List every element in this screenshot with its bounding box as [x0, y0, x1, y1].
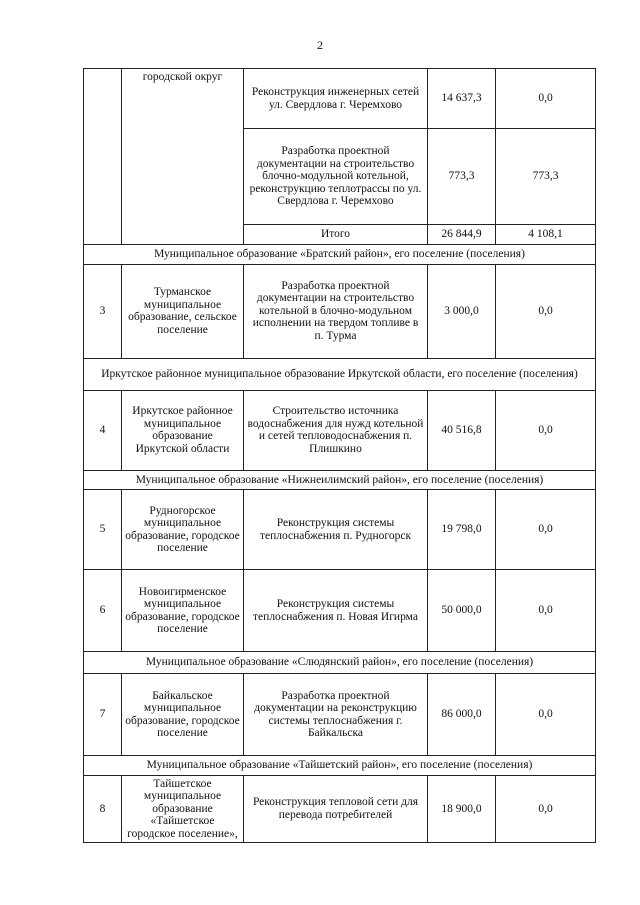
row-number-cell: 7 — [84, 674, 122, 756]
project-cell: Разработка проектной документации на строительство котельной в блочно-модульном исполнении на твердом топливе в п. Турма — [244, 264, 428, 358]
amount-cell: 50 000,0 — [428, 570, 496, 652]
section-header: Муниципальное образование «Слюдянский район», его поселение (поселения) — [84, 652, 596, 674]
project-cell: Реконструкция тепловой сети для перевода потребителей — [244, 775, 428, 843]
table-row — [84, 570, 596, 652]
section-header: Муниципальное образование «Братский район», его поселение (поселения) — [84, 245, 596, 265]
section-header-row — [84, 245, 596, 265]
table-row — [84, 674, 596, 756]
amount2-cell: 0,0 — [496, 390, 596, 470]
amount2-cell: 0,0 — [496, 775, 596, 843]
row-number-cell: 3 — [84, 264, 122, 358]
municipality-cell: Рудногорское муниципальное образование, городское поселение — [122, 490, 244, 570]
total-amount: 26 844,9 — [428, 225, 496, 245]
row-number-cell: 4 — [84, 390, 122, 470]
table-row — [84, 69, 596, 129]
project-cell: Реконструкция системы теплоснабжения п. Рудногорск — [244, 490, 428, 570]
amount-cell: 19 798,0 — [428, 490, 496, 570]
section-header: Муниципальное образование «Тайшетский район», его поселение (поселения) — [84, 756, 596, 776]
municipality-cell: Байкальское муниципальное образование, городское поселение — [122, 674, 244, 756]
page-number: 2 — [317, 38, 323, 52]
amount2-cell: 0,0 — [496, 570, 596, 652]
total-amount2: 4 108,1 — [496, 225, 596, 245]
table-row — [84, 490, 596, 570]
total-label: Итого — [244, 225, 428, 245]
row-number-cell: 6 — [84, 570, 122, 652]
amount-cell: 773,3 — [428, 129, 496, 225]
section-header-row — [84, 470, 596, 490]
section-header: Иркутское районное муниципальное образование Иркутской области, его поселение (поселения) — [84, 358, 596, 390]
section-header-row — [84, 652, 596, 674]
row-number-cell — [84, 69, 122, 245]
amount2-cell: 0,0 — [496, 69, 596, 129]
amount2-cell: 0,0 — [496, 264, 596, 358]
amount-cell: 14 637,3 — [428, 69, 496, 129]
table-row — [84, 264, 596, 358]
municipality-cell: Тайшетское муниципальное образование «Тайшетское городское поселение», — [122, 775, 244, 843]
municipality-cell: городской округ — [122, 69, 244, 245]
municipality-cell: Новоигирменское муниципальное образование, городское поселение — [122, 570, 244, 652]
project-cell: Разработка проектной документации на реконструкцию системы теплоснабжения г. Байкальска — [244, 674, 428, 756]
amount-cell: 3 000,0 — [428, 264, 496, 358]
section-header-row — [84, 358, 596, 390]
row-number-cell: 8 — [84, 775, 122, 843]
table-row — [84, 390, 596, 470]
section-header-row — [84, 756, 596, 776]
row-number-cell: 5 — [84, 490, 122, 570]
amount-cell: 40 516,8 — [428, 390, 496, 470]
table-row — [84, 775, 596, 843]
project-cell: Реконструкция инженерных сетей ул. Свердлова г. Черемхово — [244, 69, 428, 129]
section-header: Муниципальное образование «Нижнеилимский район», его поселение (поселения) — [84, 470, 596, 490]
amount-cell: 86 000,0 — [428, 674, 496, 756]
municipality-cell: Турманское муниципальное образование, сельское поселение — [122, 264, 244, 358]
project-cell: Разработка проектной документации на строительство блочно-модульной котельной, реконструкцию теплотрассы по ул. Свердлова г. Черемхово — [244, 129, 428, 225]
amount2-cell: 0,0 — [496, 490, 596, 570]
amount2-cell: 0,0 — [496, 674, 596, 756]
project-cell: Реконструкция системы теплоснабжения п. Новая Игирма — [244, 570, 428, 652]
amount2-cell: 773,3 — [496, 129, 596, 225]
amount-cell: 18 900,0 — [428, 775, 496, 843]
funding-table — [83, 68, 596, 843]
project-cell: Строительство источника водоснабжения для нужд котельной и сетей тепловодоснабжения п. Плишкино — [244, 390, 428, 470]
municipality-cell: Иркутское районное муниципальное образование Иркутской области — [122, 390, 244, 470]
